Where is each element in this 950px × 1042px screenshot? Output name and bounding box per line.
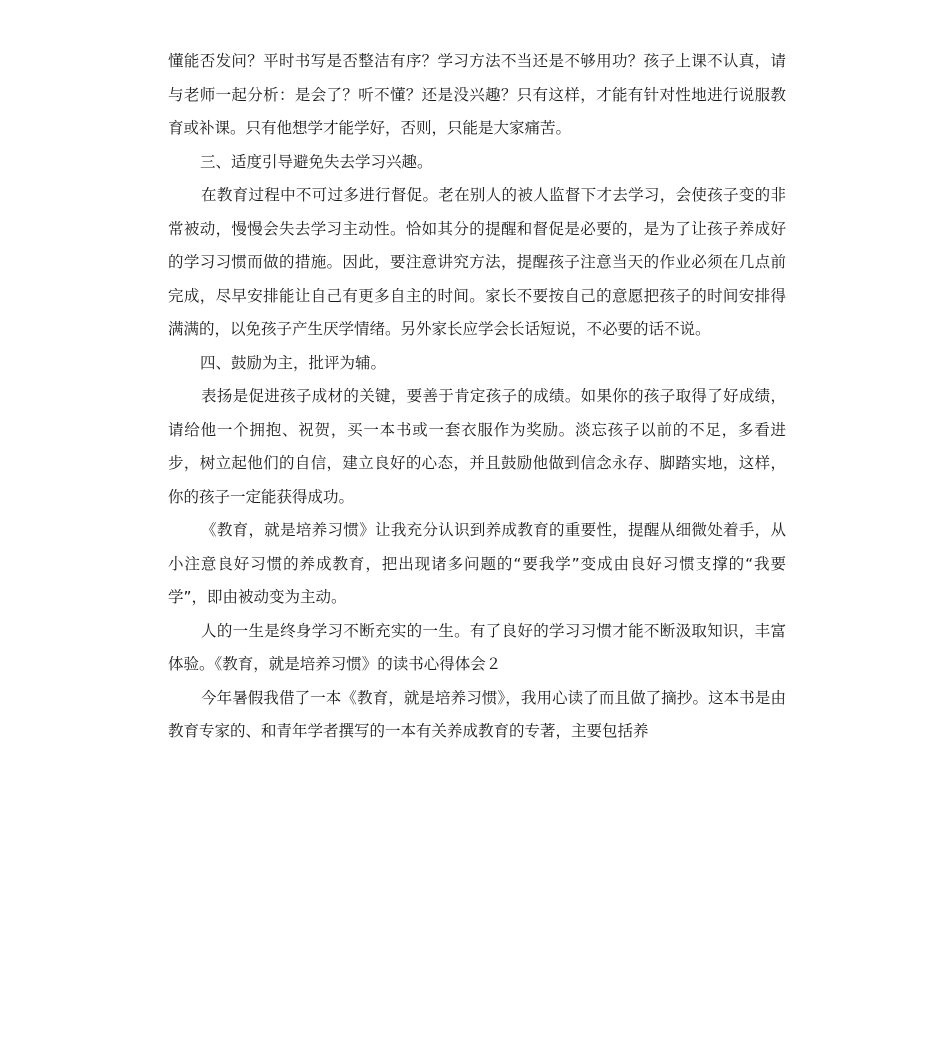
document-body	[168, 45, 786, 749]
paragraph: 人的一生是终身学习不断充实的一生。有了良好的学习习惯才能不断汲取知识，丰富体验。《教育，就是培养习惯》的读书心得体会２	[168, 621, 786, 673]
section-heading-three: 三、适度引导避免失去学习兴趣。	[200, 152, 433, 171]
paragraph: 今年暑假我借了一本《教育，就是培养习惯》，我用心读了而且做了摘抄。这本书是由教育专家的、和青年学者撰写的一本有关养成教育的专著，主要包括养	[168, 688, 786, 740]
paragraph: 表扬是促进孩子成材的关键，要善于肯定孩子的成绩。如果你的孩子取得了好成绩，请给他一个拥抱、祝贺，买一本书或一套衣服作为奖励。淡忘孩子以前的不足，多看进步，树立起他们的自信，建立良好的心态，并且鼓励他做到信念永存、脚踏实地，这样，你的孩子一定能获得成功。	[168, 387, 786, 506]
section-heading-four: 四、鼓励为主，批评为辅。	[200, 353, 387, 372]
paragraph: 《教育，就是培养习惯》让我充分认识到养成教育的重要性，提醒从细微处着手，从小注意良好习惯的养成教育，把出现诸多问题的“要我学”变成由良好习惯支撑的“我要学”，即由被动变为主动。	[168, 521, 786, 606]
paragraph: 在教育过程中不可过多进行督促。老在别人的被人监督下才去学习，会使孩子变的非常被动，慢慢会失去学习主动性。恰如其分的提醒和督促是必要的，是为了让孩子养成好的学习习惯而做的措施。因此，要注意讲究方法，提醒孩子注意当天的作业必须在几点前完成，尽早安排能让自己有更多自主的时间。家长不要按自己的意愿把孩子的时间安排得满满的，以免孩子产生厌学情绪。另外家长应学会长话短说，不必要的话不说。	[168, 186, 786, 338]
paragraph-continuation: 懂能否发问？平时书写是否整洁有序？学习方法不当还是不够用功？孩子上课不认真，请与老师一起分析：是会了？听不懂？还是没兴趣？只有这样，才能有针对性地进行说服教育或补课。只有他想学才能学好，否则，只能是大家痛苦。	[168, 52, 786, 137]
